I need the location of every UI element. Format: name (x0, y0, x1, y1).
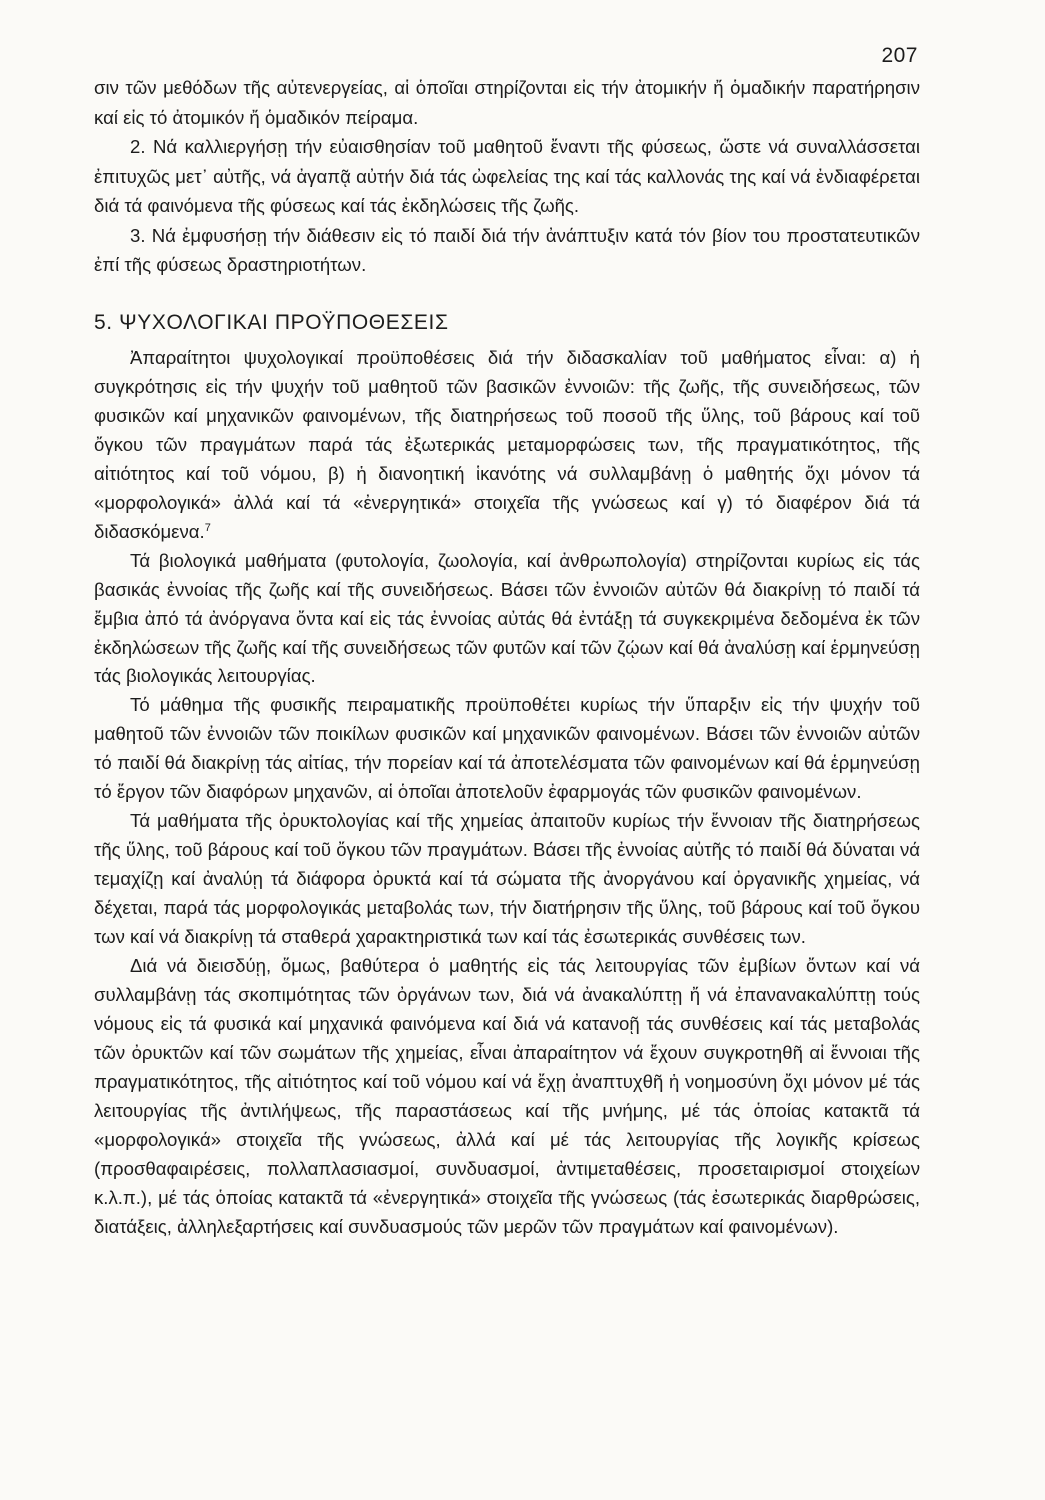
paragraph-biology: Τά βιολογικά μαθήματα (φυτολογία, ζωολογία, καί ἀνθρωπολογία) στηρίζονται κυρίως εἰς τάς βασικάς ἐννοίας τῆς ζωῆς καί τῆς συνειδήσεως. Βάσει τῶν ἐννοιῶν αὐτῶν θά διακρίνῃ τό παιδί τά ἔμβια ἀπό τά ἀνόργανα ὄντα καί εἰς τάς ἐννοίας αὐτάς θά ἐντάξῃ τά συγκεκριμένα δεδομένα ἐκ τῶν ἐκδηλώσεων τῆς ζωῆς καί τῆς συνειδήσεως τῶν φυτῶν καί τῶν ζῴων καί θά ἀναλύσῃ καί ἑρμηνεύσῃ τάς βιολογικάς λειτουργίας. (94, 549, 920, 687)
paragraph-chemistry: Τά μαθήματα τῆς ὀρυκτολογίας καί τῆς χημείας ἀπαιτοῦν κυρίως τήν ἔννοιαν τῆς διατηρήσεως τῆς ὕλης, τοῦ βάρους καί τοῦ ὄγκου τῶν πραγμάτων. Βάσει τῆς ἐννοίας αὐτῆς τό παιδί θά δύναται νά τεμαχίζῃ καί ἀναλύῃ τά διάφορα ὀρυκτά καί τά σώματα τῆς ἀνοργάνου καί ὀργανικῆς χημείας, νά δέχεται, παρά τάς μορφολογικάς μεταβολάς των, τήν διατήρησιν τῆς ὕλης, τοῦ βάρους καί τοῦ ὄγκου των καί νά διακρίνῃ τά σταθερά χαρακτηριστικά των καί τάς ἐσωτερικάς συνθέσεις των. (94, 810, 920, 948)
page-number: 207 (881, 44, 918, 67)
top-text-block (94, 73, 920, 280)
paragraph-prerequisites (94, 344, 920, 547)
section-heading: 5. ΨΥΧΟΛΟΓΙΚΑΙ ΠΡΟΫΠΟΘΕΣΕΙΣ (94, 311, 449, 334)
paragraph-continuation: σιν τῶν μεθόδων τῆς αὐτενεργείας, αἱ ὁποῖαι στηρίζονται εἰς τήν ἀτομικήν ἤ ὁμαδικήν παρατήρησιν καί εἰς τό ἀτομικόν ἤ ὁμαδικόν πείραμα. (94, 77, 920, 128)
main-text-block (94, 344, 920, 1242)
paragraph-item-3: 3. Νά ἐμφυσήσῃ τήν διάθεσιν εἰς τό παιδί διά τήν ἀνάπτυξιν κατά τόν βίον του προστατευτικῶν ἐπί τῆς φύσεως δραστηριοτήτων. (94, 224, 920, 275)
paragraph-physics: Τό μάθημα τῆς φυσικῆς πειραματικῆς προϋποθέτει κυρίως τήν ὕπαρξιν εἰς τήν ψυχήν τοῦ μαθητοῦ τῶν ἐννοιῶν τῶν ποικίλων φυσικῶν καί μηχανικῶν φαινομένων. Βάσει τῶν ἐννοιῶν αὐτῶν τό παιδί θά διακρίνῃ τάς αἰτίας, τήν πορείαν καί τά ἀποτελέσματα τῶν φαινομένων καί θά ἑρμηνεύσῃ τό ἔργον τῶν διαφόρων μηχανῶν, αἱ ὁποῖαι ἀποτελοῦν ἐφαρμογάς τῶν φυσικῶν φαινομένων. (94, 694, 920, 803)
paragraph-item-2: 2. Νά καλλιεργήσῃ τήν εὐαισθησίαν τοῦ μαθητοῦ ἔναντι τῆς φύσεως, ὥστε νά συναλλάσσεται ἐπιτυχῶς μετ᾽ αὐτῆς, νά ἀγαπᾷ αὐτήν διά τάς ὠφελείας της καί τάς καλλονάς της καί νά ἐνδιαφέρεται διά τά φαινόμενα τῆς φύσεως καί τάς ἐκδηλώσεις τῆς ζωῆς. (94, 136, 920, 216)
paragraph-text: Ἀπαραίτητοι ψυχολογικαί προϋποθέσεις διά τήν διδασκαλίαν τοῦ μαθήματος εἶναι: α) ἡ συγκρότησις εἰς τήν ψυχήν τοῦ μαθητοῦ τῶν βασικῶν ἐννοιῶν: τῆς ζωῆς, τῆς συνειδήσεως, τῶν φυσικῶν καί μηχανικῶν φαινομένων, τῆς διατηρήσεως τοῦ ποσοῦ τῆς ὕλης, τοῦ βάρους καί τοῦ ὄγκου τῶν πραγμάτων παρά τάς ἐξωτερικάς μεταμορφώσεις των, τῆς πραγματικότητος, τῆς αἰτιότητος καί τοῦ νόμου, β) ἡ διανοητική ἱκανότης νά συλλαμβάνῃ ὁ μαθητής ὄχι μόνον τά «μορφολογικά» ἀλλά καί τά «ἐνεργητικά» στοιχεῖα τῆς γνώσεως καί γ) τό διαφέρον διά τά διδασκόμενα. (94, 347, 920, 542)
footnote-marker: 7 (204, 521, 211, 534)
paragraph-cognition: Διά νά διεισδύῃ, ὅμως, βαθύτερα ὁ μαθητής εἰς τάς λειτουργίας τῶν ἐμβίων ὄντων καί νά συλλαμβάνῃ τάς σκοπιμότητας τῶν ὀργάνων των, διά νά ἀνακαλύπτῃ ἤ νά ἐπανανακαλύπτῃ τούς νόμους εἰς τά φυσικά καί μηχανικά φαινόμενα καί διά νά κατανοῇ τάς συνθέσεις καί τάς μεταβολάς τῶν ὀρυκτῶν καί τῶν σωμάτων τῆς χημείας, εἶναι ἀπαραίτητον νά ἔχουν συγκροτηθῆ αἱ ἔννοιαι τῆς πραγματικότητος, τῆς αἰτιότητος καί τοῦ νόμου καί νά ἔχῃ ἀναπτυχθῆ ἡ νοημοσύνη ὄχι μόνον μέ τάς λειτουργίας τῆς ἀντιλήψεως, τῆς παραστάσεως καί τῆς μνήμης, μέ τάς ὁποίας κατακτᾶ τά «μορφολογικά» στοιχεῖα τῆς γνώσεως, ἀλλά καί μέ τάς λειτουργίας τῆς λογικῆς κρίσεως (προσθαφαιρέσεις, πολλαπλασιασμοί, συνδυασμοί, ἀντιμεταθέσεις, προσεταιρισμοί στοιχείων κ.λ.π.), μέ τάς ὁποίας κατακτᾶ τά «ἐνεργητικά» στοιχεῖα τῆς γνώσεως (τάς ἐσωτερικάς διαρθρώσεις, διατάξεις, ἀλληλεξαρτήσεις καί συνδυασμούς τῶν μερῶν τῶν πραγμάτων καί φαινομένων). (94, 955, 920, 1237)
